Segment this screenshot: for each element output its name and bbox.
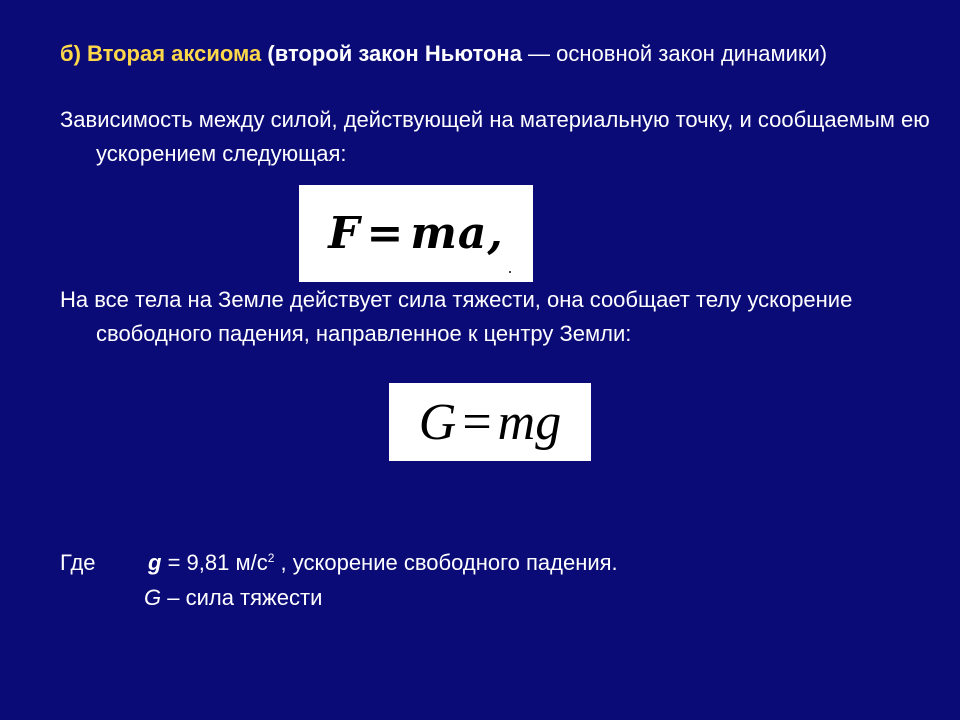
box-artifact-dot xyxy=(509,271,511,273)
heading-prefix: б) Вторая аксиома xyxy=(60,41,262,66)
formula-gravity xyxy=(389,383,591,461)
formula2-text xyxy=(419,393,561,452)
formula-newton-second-law xyxy=(299,185,533,282)
g-definition-text: – сила тяжести xyxy=(161,585,323,610)
formula1-eq: = xyxy=(366,208,405,259)
slide-heading xyxy=(60,37,946,71)
where-line xyxy=(60,541,618,580)
gravity-definition-line xyxy=(144,581,322,615)
formula1-rhs: ma, xyxy=(410,208,504,259)
where-description: , ускорение свободного падения. xyxy=(274,550,618,575)
g-definition-var: G xyxy=(144,585,162,610)
where-var: g xyxy=(148,550,162,575)
formula1-lhs: F xyxy=(328,208,361,259)
where-exponent: 2 xyxy=(267,551,275,565)
formula1-text xyxy=(328,208,504,259)
dependency-paragraph: Зависимость между силой, действующей на материальную точку, и сообщаемым ею ускорением следующая: xyxy=(60,107,930,166)
heading-law-name: (второй закон Ньютона xyxy=(267,41,522,66)
where-value: = 9,81 м/с xyxy=(161,550,268,575)
formula2-lhs: G xyxy=(418,393,457,451)
where-label: Где xyxy=(60,550,96,575)
formula2-eq: = xyxy=(462,393,492,451)
heading-rest: — основной закон динамики) xyxy=(521,41,828,66)
formula2-rhs: mg xyxy=(497,393,562,451)
gravity-paragraph: На все тела на Земле действует сила тяжести, она сообщает телу ускорение свободного падения, направленное к центру Земли: xyxy=(60,287,853,346)
